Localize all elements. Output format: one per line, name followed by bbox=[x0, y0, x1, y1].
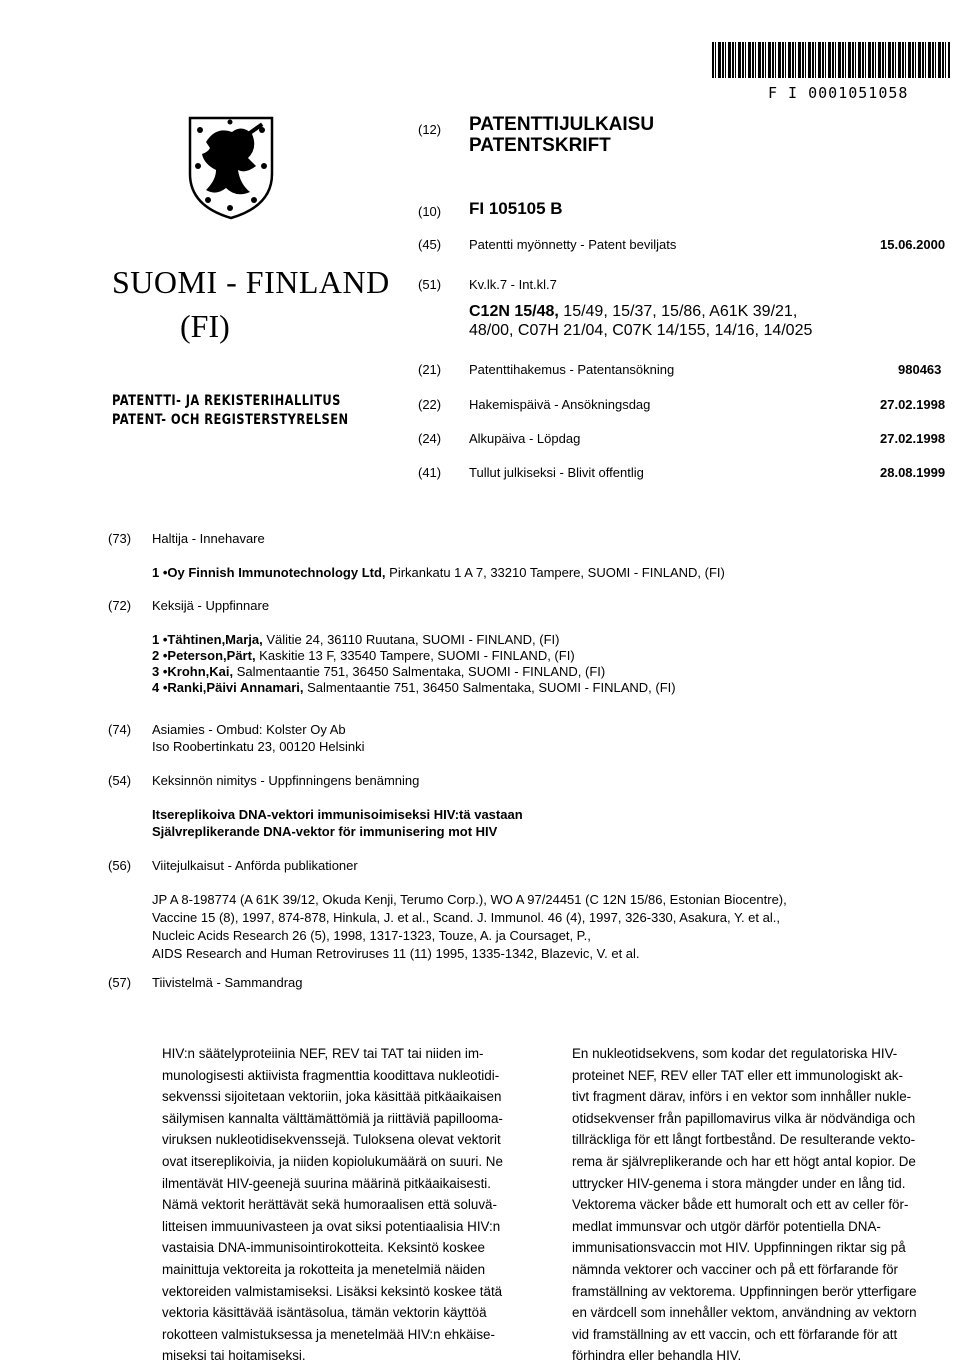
list-item bbox=[152, 664, 676, 680]
field-code-41: (41) bbox=[418, 465, 442, 480]
field-code-24: (24) bbox=[418, 431, 442, 446]
citation-line: Nucleic Acids Research 26 (5), 1998, 1317-1323, Touze, A. ja Coursaget, P., bbox=[152, 928, 591, 943]
inventor-name: •Krohn,Kai, bbox=[162, 664, 234, 679]
abstract-sv-line: proteinet NEF, REV eller TAT eller ett immunologiskt ak- bbox=[572, 1067, 903, 1083]
abstract-fi bbox=[162, 1043, 546, 1367]
inventor-address: Kaskitie 13 F, 33540 Tampere, SUOMI - FINLAND, (FI) bbox=[255, 648, 575, 663]
inventor-name: •Tähtinen,Marja, bbox=[162, 632, 263, 647]
abstract-fi-line: sekvenssi sijoitetaan vektoriin, joka käsittää pitkäaikaisen bbox=[162, 1089, 502, 1105]
barcode bbox=[712, 42, 950, 78]
inventor-name: •Ranki,Päivi Annamari, bbox=[162, 680, 304, 695]
abstract-sv-line: En nukleotidsekvens, som kodar det regulatoriska HIV- bbox=[572, 1046, 898, 1061]
application-number-label: Patenttihakemus - Patentansökning bbox=[469, 362, 675, 377]
holder-address: Pirkankatu 1 A 7, 33210 Tampere, SUOMI - FINLAND, (FI) bbox=[385, 565, 725, 580]
inventor-number: 3 bbox=[152, 664, 160, 679]
classification-line-1 bbox=[469, 303, 797, 321]
abstract-fi-line: HIV:n säätelyproteiinia NEF, REV tai TAT tai niiden im- bbox=[162, 1046, 484, 1061]
document-number: F I 0001051058 bbox=[768, 84, 909, 102]
abstract-sv-line: nämnda vektorer och vacciner och på ett förfarande för bbox=[572, 1261, 899, 1277]
agent-line-2: Iso Roobertinkatu 23, 00120 Helsinki bbox=[152, 739, 365, 754]
country-code: (FI) bbox=[180, 308, 230, 344]
agency-name-fi: PATENTTI- JA REKISTERIHALLITUS bbox=[112, 393, 341, 409]
abstract-fi-line: vektoreiden valmistamiseksi. Lisäksi keksintö koskee tätä bbox=[162, 1283, 503, 1299]
classification-main: C12N 15/48, bbox=[469, 303, 559, 320]
abstract-sv-line: en värdcell som innehåller vektom, användning av vektorn bbox=[572, 1305, 917, 1321]
abstract-sv-line: tillräckliga för ett långt fortbestånd. De resulterande vekto- bbox=[572, 1132, 916, 1148]
application-number: 980463 bbox=[898, 362, 942, 377]
agency-name-sv: PATENT- OCH REGISTERSTYRELSEN bbox=[112, 412, 349, 428]
abstract-label: Tiivistelmä - Sammandrag bbox=[152, 975, 303, 990]
citations-label: Viitejulkaisut - Anförda publikationer bbox=[152, 858, 358, 873]
classification-rest: 15/49, 15/37, 15/86, A61K 39/21, bbox=[558, 303, 798, 320]
grant-date-label: Patentti myönnetty - Patent beviljats bbox=[469, 237, 677, 252]
field-code-57: (57) bbox=[108, 975, 132, 990]
abstract-fi-line: mainittuja vektoreita ja rokotteita ja menetelmiä näiden bbox=[162, 1261, 486, 1277]
abstract-fi-line: miseksi tai hoitamiseksi. bbox=[162, 1348, 306, 1364]
abstract-fi-line: Nämä vektorit herättävät sekä humoraalisen että soluvä- bbox=[162, 1197, 497, 1213]
abstract-sv-line: framställning av vektorema. Uppfinningen berör ytterfigare bbox=[572, 1283, 917, 1299]
abstract-fi-line: vastaisia DNA-immunisointirokotteita. Keksintö koskee bbox=[162, 1240, 485, 1256]
inventors-label: Keksijä - Uppfinnare bbox=[152, 598, 270, 613]
inventor-number: 4 bbox=[152, 680, 160, 695]
effective-date: 27.02.1998 bbox=[880, 431, 946, 446]
holder-number: 1 bbox=[152, 565, 160, 580]
inventor-address: Salmentaantie 751, 36450 Salmentaka, SUOMI - FINLAND, (FI) bbox=[233, 664, 606, 679]
field-code-51: (51) bbox=[418, 277, 442, 292]
citation-line: JP A 8-198774 (A 61K 39/12, Okuda Kenji, Terumo Corp.), WO A 97/24451 (C 12N 15/86, Estonian Biocentre), bbox=[152, 892, 787, 907]
citations-list bbox=[152, 891, 787, 963]
publication-date: 28.08.1999 bbox=[880, 465, 946, 480]
effective-date-label: Alkupäiva - Löpdag bbox=[469, 431, 581, 446]
country-name: SUOMI - FINLAND bbox=[112, 264, 390, 300]
patent-number: FI 105105 B bbox=[469, 199, 563, 218]
abstract-sv-line: otidsekvenser från papillomavirus vilka är nödvändiga och bbox=[572, 1110, 916, 1126]
abstract-fi-line: rokotteen valmistuksessa ja menetelmää HIV:n ehkäise- bbox=[162, 1326, 495, 1342]
publication-date-label: Tullut julkiseksi - Blivit offentlig bbox=[469, 465, 644, 480]
holder-entry bbox=[152, 565, 725, 580]
filing-date-label: Hakemispäivä - Ansökningsdag bbox=[469, 397, 651, 412]
abstract-sv-line: rema är självreplikerande och har ett högt antal kopior. De bbox=[572, 1153, 916, 1169]
invention-title-sv: Självreplikerande DNA-vektor för immunisering mot HIV bbox=[152, 824, 498, 839]
abstract-fi-line: vektoria käsittävää isäntäsolua, tämän vektorin käyttöä bbox=[162, 1305, 487, 1321]
citation-line: Vaccine 15 (8), 1997, 874-878, Hinkula, J. et al., Scand. J. Immunol. 46 (4), 1997, 326-330, Asakura, Y. et al., bbox=[152, 910, 780, 925]
inventor-address: Välitie 24, 36110 Ruutana, SUOMI - FINLAND, (FI) bbox=[262, 632, 560, 647]
invention-title-fi: Itsereplikoiva DNA-vektori immunisoimiseksi HIV:tä vastaan bbox=[152, 807, 523, 822]
abstract-sv-line: uttrycker HIV-genema i stora mängder under en lång tid. bbox=[572, 1175, 906, 1191]
filing-date: 27.02.1998 bbox=[880, 397, 946, 412]
abstract-sv-line: Vektorema väcker både ett humoralt och ett av celler för- bbox=[572, 1197, 909, 1213]
classification-line-2: 48/00, C07H 21/04, C07K 14/155, 14/16, 14/025 bbox=[469, 322, 813, 339]
abstract-sv-line: förhindra eller behandla HIV. bbox=[572, 1348, 742, 1364]
abstract-fi-line: ilmentävät HIV-geenejä suurina määrinä pitkäaikaisesti. bbox=[162, 1175, 491, 1191]
abstract-fi-line: ovat itsereplikoivia, ja niiden kopiolukumäärä on suuri. Ne bbox=[162, 1153, 503, 1169]
field-code-56: (56) bbox=[108, 858, 132, 873]
abstract-fi-line: munologisesti aktiivista fragmenttia koodittava nukleotidi- bbox=[162, 1067, 500, 1083]
title-label: Keksinnön nimitys - Uppfinningens benämning bbox=[152, 773, 420, 788]
citation-line: AIDS Research and Human Retroviruses 11 (11) 1995, 1335-1342, Blazevic, V. et al. bbox=[152, 946, 640, 961]
classification-label: Kv.lk.7 - Int.kl.7 bbox=[469, 277, 557, 292]
list-item bbox=[152, 680, 676, 696]
abstract-sv-line: medlat immunsvar och utgör därför potentiella DNA- bbox=[572, 1218, 881, 1234]
inventor-address: Salmentaantie 751, 36450 Salmentaka, SUOMI - FINLAND, (FI) bbox=[303, 680, 676, 695]
field-code-72: (72) bbox=[108, 598, 132, 613]
field-code-73: (73) bbox=[108, 531, 132, 546]
publication-type-sv: PATENTSKRIFT bbox=[469, 135, 611, 156]
field-code-74: (74) bbox=[108, 722, 132, 737]
abstract-sv-line: vid framställning av ett vaccin, och ett förfarande för att bbox=[572, 1326, 898, 1342]
abstract-sv bbox=[572, 1043, 956, 1367]
agent-line-1: Asiamies - Ombud: Kolster Oy Ab bbox=[152, 722, 346, 737]
field-code-54: (54) bbox=[108, 773, 132, 788]
field-code-45: (45) bbox=[418, 237, 442, 252]
abstract-fi-line: litteisen immuunivasteen ja ovat siksi potentiaalisia HIV:n bbox=[162, 1218, 501, 1234]
abstract-fi-line: viruksen nukleotidisekvenssejä. Tuloksena olevat vektorit bbox=[162, 1132, 501, 1148]
inventor-name: •Peterson,Pärt, bbox=[162, 648, 256, 663]
grant-date: 15.06.2000 bbox=[880, 237, 946, 252]
abstract-fi-line: säilymisen kannalta välttämättömiä ja riittäviä papillooma- bbox=[162, 1110, 503, 1126]
inventor-number: 2 bbox=[152, 648, 160, 663]
abstract-sv-line: tivt fragment därav, införs i en vektor som innhåller nukle- bbox=[572, 1089, 912, 1105]
field-code-10: (10) bbox=[418, 204, 442, 219]
list-item bbox=[152, 632, 676, 648]
inventor-number: 1 bbox=[152, 632, 160, 647]
holder-name: •Oy Finnish Immunotechnology Ltd, bbox=[162, 565, 386, 580]
field-code-21: (21) bbox=[418, 362, 442, 377]
field-code-12: (12) bbox=[418, 122, 442, 137]
list-item bbox=[152, 648, 676, 664]
publication-type-fi: PATENTTIJULKAISU bbox=[469, 114, 655, 135]
inventor-list bbox=[152, 632, 676, 696]
abstract-sv-line: immunisationsvaccin mot HIV. Uppfinningen riktar sig på bbox=[572, 1240, 906, 1256]
field-code-22: (22) bbox=[418, 397, 442, 412]
holder-label: Haltija - Innehavare bbox=[152, 531, 265, 546]
coat-of-arms-icon bbox=[186, 114, 276, 222]
